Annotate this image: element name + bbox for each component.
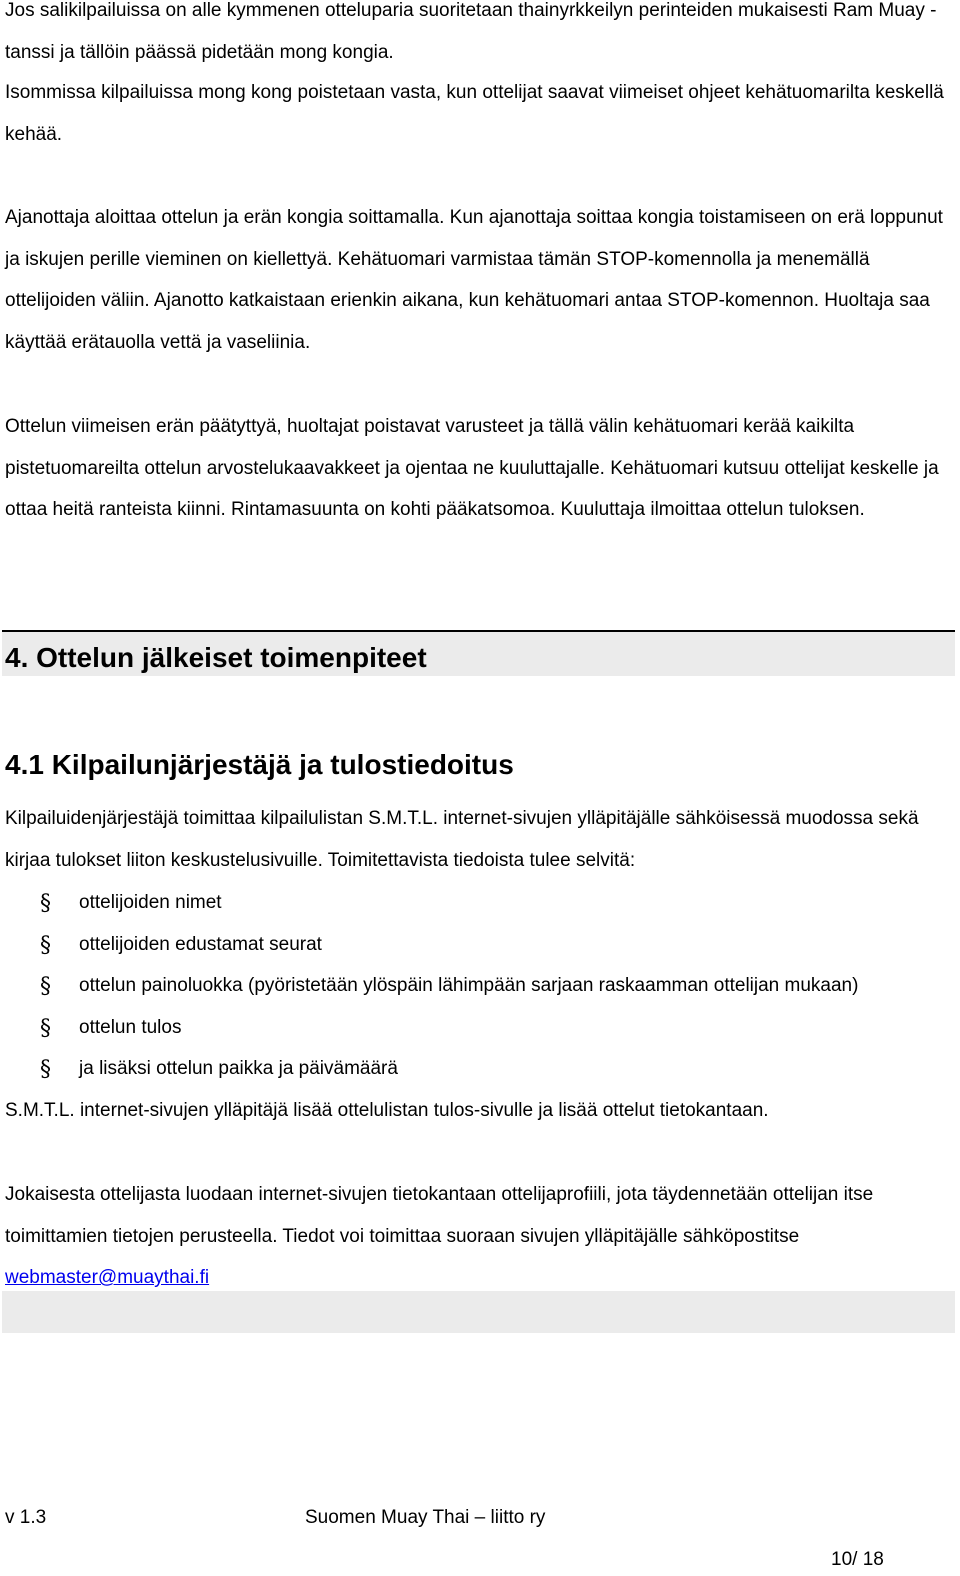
list-item-text: ottelijoiden edustamat seurat (79, 933, 322, 955)
section-sign-bullet-icon: § (40, 974, 51, 1000)
section-sign-bullet-icon: § (40, 1015, 51, 1041)
list-item-text: ottelun tulos (79, 1016, 182, 1038)
footer-version: v 1.3 (5, 1507, 47, 1528)
list-item-text: ja lisäksi ottelun paikka ja päivämäärä (79, 1058, 398, 1080)
paragraph-profile (5, 1174, 955, 1299)
email-link[interactable]: webmaster@muaythai.fi (5, 1267, 210, 1289)
paragraph-after-list: S.M.T.L. internet-sivujen ylläpitäjä lisää ottelulistan tulos-sivulle ja lisää ottelut tietokantaan. (5, 1100, 769, 1121)
section-sign-bullet-icon: § (40, 1057, 51, 1083)
list-item (0, 1007, 955, 1049)
paragraph-intro: Kilpailuidenjärjestäjä toimittaa kilpailulistan S.M.T.L. internet-sivujen ylläpitäjälle sähköisessä muodossa sekä kirjaa tulokset liiton keskustelusivuille. Toimitettavista tiedoista tulee selvitä: (5, 808, 919, 871)
section-sign-bullet-icon: § (40, 891, 51, 916)
subsection-heading: 4.1 Kilpailunjärjestäjä ja tulostiedoitus (5, 749, 514, 780)
section-sign-bullet-icon: § (40, 932, 51, 958)
paragraph-viimeinen-era: Ottelun viimeisen erän päätyttyä, huoltajat poistavat varusteet ja tällä välin kehätuomari kerää kaikilta pistetuomareilta ottelun arvostelukaavakkeet ja ojentaa ne kuuluttajalle. Kehätuomari kutsuu ottelijat keskelle ja ottaa heitä ranteista kiinni. Rintamasuunta on kohti pääkatsomoa. Kuuluttaja ilmoittaa ottelun tuloksen. (5, 416, 939, 521)
footer-page-number: 10/ 18 (831, 1549, 884, 1570)
list-item-text: ottelun painoluokka (pyöristetään ylöspäin lähimpään sarjaan raskaamman ottelijan mukaan) (79, 975, 859, 997)
list-item (0, 965, 955, 1007)
list-item (0, 882, 955, 924)
paragraph-mong-kong: Isommissa kilpailuissa mong kong poistetaan vasta, kun ottelijat saavat viimeiset ohjeet kehätuomarilta keskellä kehää. (5, 82, 944, 145)
list-item (0, 1048, 955, 1090)
shaded-empty-band (2, 1291, 955, 1333)
profile-text: Jokaisesta ottelijasta luodaan internet-sivujen tietokantaan ottelijaprofiili, jota täydennetään ottelijan itse toimittamien tietojen perusteella. Tiedot voi toimittaa suoraan sivujen ylläpitäjälle sähköpostitse (5, 1184, 874, 1247)
paragraph-ram-muay: Jos salikilpailuissa on alle kymmenen otteluparia suoritetaan thainyrkkeilyn perinteiden mukaisesti Ram Muay - tanssi ja tällöin päässä pidetään mong kongia. (5, 0, 937, 63)
paragraph-ajanottaja: Ajanottaja aloittaa ottelun ja erän kongia soittamalla. Kun ajanottaja soittaa kongia toistamiseen on erä loppunut ja iskujen perille vieminen on kiellettyä. Kehätuomari varmistaa tämän STOP-komennolla ja menemällä ottelijoiden väliin. Ajanotto katkaistaan erienkin aikana, kun kehätuomari antaa STOP-komennon. Huoltaja saa käyttää erätauolla vettä ja vaseliinia. (5, 207, 943, 353)
required-info-list (0, 882, 955, 1090)
list-item-text: ottelijoiden nimet (79, 892, 222, 913)
list-item (0, 924, 955, 966)
footer-organization: Suomen Muay Thai – liitto ry (305, 1507, 546, 1528)
section-heading: 4. Ottelun jälkeiset toimenpiteet (5, 642, 427, 673)
